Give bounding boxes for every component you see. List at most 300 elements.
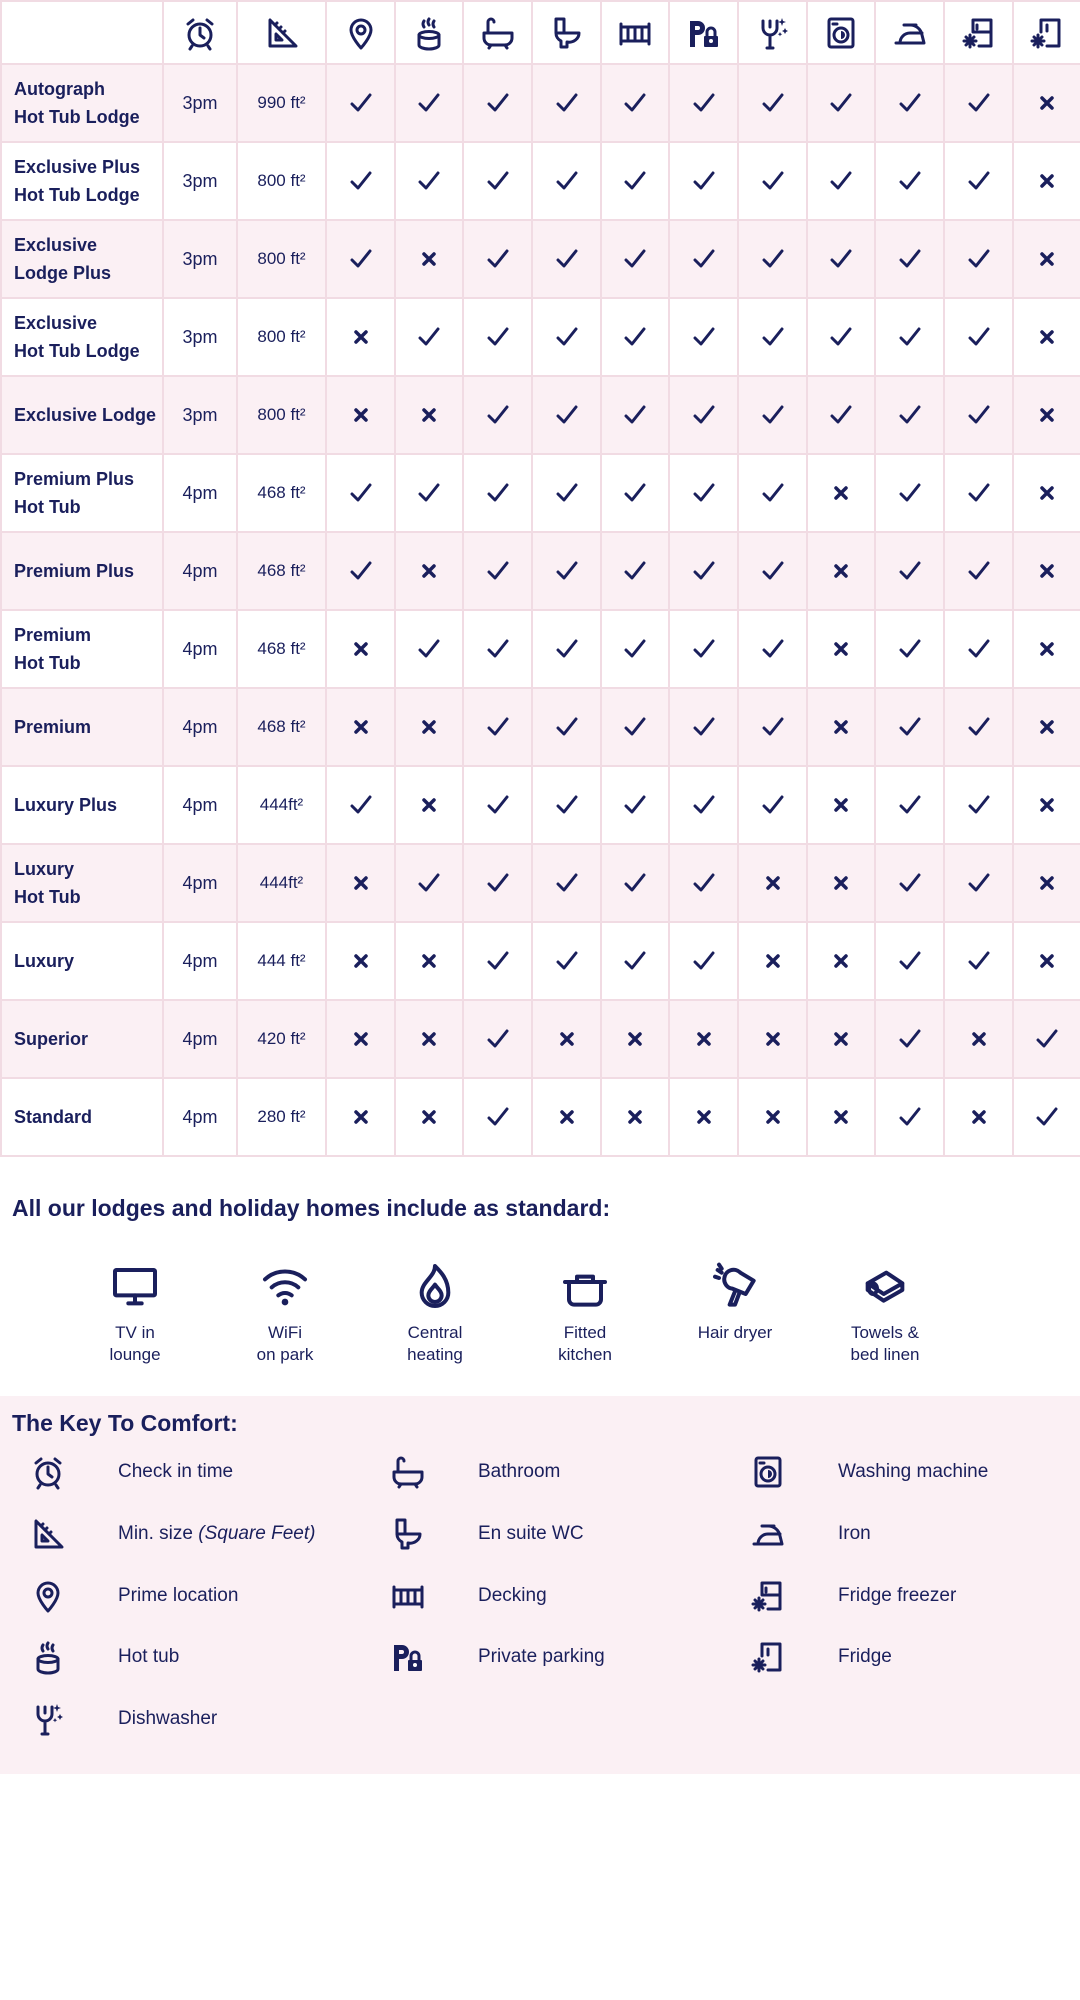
key-item-min-size [20, 1514, 315, 1554]
set-square-icon [20, 1514, 76, 1554]
feature-cell-decking [601, 64, 669, 142]
check-icon [808, 326, 874, 348]
feature-cell-prime-location [326, 688, 395, 766]
feature-cell-private-parking [669, 142, 738, 220]
cross-icon [808, 1031, 874, 1047]
feature-cell-en-suite-wc [532, 142, 601, 220]
check-icon [739, 170, 806, 192]
min-size: 800 ft² [237, 220, 326, 298]
cross-icon [945, 1031, 1012, 1047]
check-icon [464, 872, 531, 894]
cross-icon [808, 563, 874, 579]
min-size: 444ft² [237, 844, 326, 922]
decking-icon [602, 15, 668, 51]
cross-icon [602, 1031, 668, 1047]
feature-cell-iron [875, 922, 944, 1000]
check-icon [533, 482, 600, 504]
feature-cell-bathroom [463, 376, 532, 454]
bathtub-icon [380, 1452, 436, 1492]
standard-item-label: Central heating [407, 1323, 463, 1364]
feature-cell-decking [601, 532, 669, 610]
col-decking [601, 1, 669, 64]
feature-cell-fridge [1013, 376, 1080, 454]
key-item-label: Prime location [118, 1585, 239, 1606]
parking-lock-icon [670, 15, 737, 51]
feature-cell-private-parking [669, 610, 738, 688]
min-size: 420 ft² [237, 1000, 326, 1078]
cross-icon [327, 1109, 394, 1125]
key-item-decking [380, 1576, 547, 1616]
check-icon [396, 170, 462, 192]
feature-cell-en-suite-wc [532, 220, 601, 298]
feature-cell-hot-tub [395, 844, 463, 922]
check-icon [464, 638, 531, 660]
checkin-time: 3pm [163, 142, 237, 220]
check-icon [945, 560, 1012, 582]
col-en-suite-wc [532, 1, 601, 64]
min-size: 468 ft² [237, 610, 326, 688]
check-icon [533, 560, 600, 582]
key-item-fridge [740, 1637, 892, 1677]
feature-cell-dishwasher [738, 64, 807, 142]
feature-cell-hot-tub [395, 532, 463, 610]
feature-cell-bathroom [463, 220, 532, 298]
wifi-icon [261, 1262, 309, 1310]
feature-cell-washing-machine [807, 376, 875, 454]
key-item-dishwasher [20, 1699, 217, 1739]
iron-icon [876, 15, 943, 51]
lodge-name: Standard [1, 1078, 163, 1156]
cross-icon [808, 719, 874, 735]
feature-cell-prime-location [326, 1000, 395, 1078]
feature-cell-private-parking [669, 298, 738, 376]
check-icon [876, 482, 943, 504]
feature-cell-fridge-freezer [944, 454, 1013, 532]
standard-item-label: TV in lounge [109, 1323, 161, 1364]
col-hot-tub [395, 1, 463, 64]
parking-lock-icon [380, 1637, 436, 1677]
feature-cell-private-parking [669, 64, 738, 142]
feature-cell-hot-tub [395, 922, 463, 1000]
feature-cell-hot-tub [395, 376, 463, 454]
check-icon [464, 92, 531, 114]
check-icon [602, 326, 668, 348]
check-icon [464, 950, 531, 972]
lodge-name: Luxury Plus [1, 766, 163, 844]
check-icon [876, 560, 943, 582]
feature-cell-iron [875, 298, 944, 376]
feature-cell-bathroom [463, 1000, 532, 1078]
check-icon [670, 170, 737, 192]
cross-icon [1014, 329, 1080, 345]
check-icon [464, 170, 531, 192]
feature-cell-dishwasher [738, 1000, 807, 1078]
check-icon [739, 794, 806, 816]
feature-cell-hot-tub [395, 610, 463, 688]
feature-cell-en-suite-wc [532, 376, 601, 454]
standard-item-label: Hair dryer [697, 1323, 773, 1342]
standard-item-label: Towels & bed linen [850, 1323, 920, 1364]
key-title: The Key To Comfort: [12, 1410, 238, 1436]
cross-icon [1014, 485, 1080, 501]
table-row [1, 220, 1080, 298]
cross-icon [808, 953, 874, 969]
check-icon [808, 92, 874, 114]
check-icon [533, 794, 600, 816]
feature-cell-decking [601, 610, 669, 688]
feature-cell-en-suite-wc [532, 64, 601, 142]
feature-cell-hot-tub [395, 688, 463, 766]
feature-cell-iron [875, 220, 944, 298]
check-icon [602, 248, 668, 270]
table-row [1, 922, 1080, 1000]
feature-cell-private-parking [669, 220, 738, 298]
cross-icon [1014, 251, 1080, 267]
feature-cell-bathroom [463, 688, 532, 766]
cross-icon [808, 1109, 874, 1125]
cross-icon [739, 1031, 806, 1047]
check-icon [464, 716, 531, 738]
check-icon [464, 248, 531, 270]
key-item-private-parking [380, 1637, 605, 1677]
col-min-size [237, 1, 326, 64]
check-icon [739, 716, 806, 738]
checkin-time: 4pm [163, 532, 237, 610]
feature-cell-en-suite-wc [532, 766, 601, 844]
table-row [1, 1078, 1080, 1156]
check-icon [670, 248, 737, 270]
check-icon [808, 404, 874, 426]
feature-cell-hot-tub [395, 766, 463, 844]
table-row [1, 532, 1080, 610]
lodge-name: Premium Hot Tub [1, 610, 163, 688]
check-icon [327, 794, 394, 816]
check-icon [602, 170, 668, 192]
alarm-clock-icon [20, 1452, 76, 1492]
feature-cell-fridge [1013, 220, 1080, 298]
checkin-time: 3pm [163, 64, 237, 142]
checkin-time: 4pm [163, 766, 237, 844]
min-size: 280 ft² [237, 1078, 326, 1156]
cross-icon [533, 1109, 600, 1125]
tv-icon [111, 1262, 159, 1310]
fridge-freezer-icon [945, 15, 1012, 51]
lodge-name: Premium Plus [1, 532, 163, 610]
feature-cell-hot-tub [395, 1000, 463, 1078]
key-item-label: Iron [838, 1523, 871, 1544]
feature-cell-dishwasher [738, 922, 807, 1000]
fridge-icon [740, 1637, 796, 1677]
feature-cell-bathroom [463, 454, 532, 532]
cross-icon [327, 329, 394, 345]
table-row [1, 142, 1080, 220]
feature-cell-prime-location [326, 142, 395, 220]
cross-icon [396, 407, 462, 423]
feature-cell-fridge-freezer [944, 142, 1013, 220]
cross-icon [327, 953, 394, 969]
feature-cell-fridge-freezer [944, 220, 1013, 298]
checkin-time: 4pm [163, 1000, 237, 1078]
check-icon [876, 872, 943, 894]
check-icon [876, 716, 943, 738]
feature-cell-iron [875, 1078, 944, 1156]
key-item-iron [740, 1514, 871, 1554]
feature-cell-private-parking [669, 532, 738, 610]
check-icon [739, 248, 806, 270]
key-item-label: Bathroom [478, 1461, 561, 1482]
check-icon [945, 404, 1012, 426]
feature-cell-en-suite-wc [532, 532, 601, 610]
check-icon [670, 794, 737, 816]
feature-cell-en-suite-wc [532, 688, 601, 766]
standard-item-towels-bed-linen [810, 1262, 960, 1366]
feature-cell-fridge [1013, 922, 1080, 1000]
col-check-in-time [163, 1, 237, 64]
min-size: 468 ft² [237, 688, 326, 766]
table-row [1, 454, 1080, 532]
check-icon [876, 1028, 943, 1050]
col-bathroom [463, 1, 532, 64]
feature-cell-washing-machine [807, 142, 875, 220]
standard-item-central-heating [360, 1262, 510, 1366]
feature-cell-fridge-freezer [944, 298, 1013, 376]
iron-icon [740, 1514, 796, 1554]
feature-cell-prime-location [326, 220, 395, 298]
towels-icon [861, 1262, 909, 1310]
feature-cell-hot-tub [395, 142, 463, 220]
feature-cell-private-parking [669, 1000, 738, 1078]
key-item-label: Washing machine [838, 1461, 989, 1482]
feature-cell-private-parking [669, 766, 738, 844]
min-size: 800 ft² [237, 376, 326, 454]
check-icon [533, 404, 600, 426]
cross-icon [1014, 641, 1080, 657]
feature-cell-en-suite-wc [532, 1078, 601, 1156]
feature-cell-private-parking [669, 844, 738, 922]
feature-cell-prime-location [326, 64, 395, 142]
lodge-name: Autograph Hot Tub Lodge [1, 64, 163, 142]
lodge-name: Superior [1, 1000, 163, 1078]
check-icon [602, 716, 668, 738]
key-item-label: Fridge [838, 1646, 892, 1667]
feature-cell-bathroom [463, 766, 532, 844]
min-size: 990 ft² [237, 64, 326, 142]
feature-cell-dishwasher [738, 532, 807, 610]
cross-icon [739, 1109, 806, 1125]
check-icon [602, 482, 668, 504]
col-fridge-freezer [944, 1, 1013, 64]
feature-cell-fridge-freezer [944, 922, 1013, 1000]
dishwasher-icon [20, 1699, 76, 1739]
check-icon [327, 482, 394, 504]
cross-icon [1014, 563, 1080, 579]
feature-cell-private-parking [669, 376, 738, 454]
feature-cell-fridge [1013, 766, 1080, 844]
cross-icon [808, 485, 874, 501]
feature-cell-iron [875, 532, 944, 610]
lodge-name: Luxury Hot Tub [1, 844, 163, 922]
bathtub-icon [464, 15, 531, 51]
feature-cell-washing-machine [807, 922, 875, 1000]
check-icon [739, 560, 806, 582]
feature-cell-iron [875, 376, 944, 454]
feature-cell-prime-location [326, 766, 395, 844]
feature-cell-fridge [1013, 844, 1080, 922]
check-icon [396, 482, 462, 504]
col-fridge [1013, 1, 1080, 64]
table-header-row [1, 1, 1080, 64]
check-icon [945, 950, 1012, 972]
fridge-freezer-icon [740, 1576, 796, 1616]
check-icon [602, 638, 668, 660]
key-item-label: Fridge freezer [838, 1585, 957, 1606]
feature-cell-fridge-freezer [944, 688, 1013, 766]
feature-cell-dishwasher [738, 688, 807, 766]
feature-cell-fridge-freezer [944, 610, 1013, 688]
check-icon [464, 794, 531, 816]
feature-cell-decking [601, 1000, 669, 1078]
feature-cell-prime-location [326, 454, 395, 532]
table-row [1, 844, 1080, 922]
cross-icon [808, 797, 874, 813]
check-icon [533, 872, 600, 894]
check-icon [945, 482, 1012, 504]
key-item-hot-tub [20, 1637, 179, 1677]
standard-item-fitted-kitchen [510, 1262, 660, 1366]
key-item-bathroom [380, 1452, 560, 1492]
feature-cell-decking [601, 376, 669, 454]
check-icon [739, 326, 806, 348]
feature-cell-fridge-freezer [944, 376, 1013, 454]
check-icon [876, 326, 943, 348]
check-icon [670, 326, 737, 348]
cross-icon [670, 1031, 737, 1047]
feature-cell-decking [601, 844, 669, 922]
check-icon [876, 1106, 943, 1128]
check-icon [876, 170, 943, 192]
feature-cell-iron [875, 64, 944, 142]
standard-item-label: Fitted kitchen [558, 1323, 612, 1364]
check-icon [533, 638, 600, 660]
cross-icon [602, 1109, 668, 1125]
cross-icon [396, 1109, 462, 1125]
check-icon [327, 170, 394, 192]
checkin-time: 4pm [163, 1078, 237, 1156]
feature-cell-iron [875, 1000, 944, 1078]
standard-features [60, 1262, 960, 1366]
feature-cell-washing-machine [807, 1078, 875, 1156]
feature-cell-fridge-freezer [944, 532, 1013, 610]
checkin-time: 3pm [163, 220, 237, 298]
hair-dryer-icon [711, 1262, 759, 1310]
check-icon [533, 92, 600, 114]
check-icon [876, 404, 943, 426]
table-row [1, 298, 1080, 376]
feature-cell-fridge [1013, 610, 1080, 688]
check-icon [327, 560, 394, 582]
fridge-icon [1014, 15, 1080, 51]
check-icon [670, 872, 737, 894]
min-size: 468 ft² [237, 454, 326, 532]
check-icon [1014, 1028, 1080, 1050]
cross-icon [1014, 875, 1080, 891]
checkin-time: 4pm [163, 922, 237, 1000]
check-icon [670, 482, 737, 504]
feature-cell-bathroom [463, 1078, 532, 1156]
feature-cell-private-parking [669, 1078, 738, 1156]
lodge-name: Premium [1, 688, 163, 766]
feature-cell-dishwasher [738, 844, 807, 922]
dishwasher-icon [739, 15, 806, 51]
check-icon [945, 326, 1012, 348]
key-item-label: En suite WC [478, 1523, 584, 1544]
feature-cell-decking [601, 298, 669, 376]
feature-cell-iron [875, 766, 944, 844]
check-icon [464, 1028, 531, 1050]
check-icon [670, 716, 737, 738]
feature-cell-dishwasher [738, 298, 807, 376]
key-item-label: Min. size [118, 1523, 193, 1544]
table-row [1, 766, 1080, 844]
cross-icon [327, 407, 394, 423]
check-icon [670, 92, 737, 114]
min-size: 444 ft² [237, 922, 326, 1000]
key-item-fridge-freezer [740, 1576, 956, 1616]
check-icon [396, 638, 462, 660]
feature-cell-bathroom [463, 844, 532, 922]
feature-cell-hot-tub [395, 298, 463, 376]
check-icon [464, 482, 531, 504]
min-size: 800 ft² [237, 142, 326, 220]
check-icon [533, 326, 600, 348]
cross-icon [945, 1109, 1012, 1125]
min-size: 444ft² [237, 766, 326, 844]
table-row [1, 376, 1080, 454]
standard-item-wifi-on-park [210, 1262, 360, 1366]
feature-cell-iron [875, 454, 944, 532]
feature-cell-decking [601, 220, 669, 298]
check-icon [602, 950, 668, 972]
feature-cell-prime-location [326, 844, 395, 922]
cross-icon [533, 1031, 600, 1047]
check-icon [464, 560, 531, 582]
table-row [1, 610, 1080, 688]
feature-cell-en-suite-wc [532, 610, 601, 688]
toilet-icon [380, 1514, 436, 1554]
table-row [1, 64, 1080, 142]
col-private-parking [669, 1, 738, 64]
feature-cell-hot-tub [395, 1078, 463, 1156]
check-icon [602, 872, 668, 894]
feature-cell-decking [601, 142, 669, 220]
cross-icon [1014, 719, 1080, 735]
feature-cell-fridge-freezer [944, 844, 1013, 922]
feature-cell-iron [875, 688, 944, 766]
feature-cell-dishwasher [738, 454, 807, 532]
feature-cell-hot-tub [395, 454, 463, 532]
check-icon [739, 92, 806, 114]
feature-cell-dishwasher [738, 220, 807, 298]
min-size: 468 ft² [237, 532, 326, 610]
feature-cell-fridge [1013, 454, 1080, 532]
standard-item-tv-in-lounge [60, 1262, 210, 1366]
feature-cell-hot-tub [395, 64, 463, 142]
feature-cell-decking [601, 922, 669, 1000]
check-icon [876, 950, 943, 972]
feature-cell-washing-machine [807, 688, 875, 766]
washing-machine-icon [740, 1452, 796, 1492]
cross-icon [1014, 95, 1080, 111]
